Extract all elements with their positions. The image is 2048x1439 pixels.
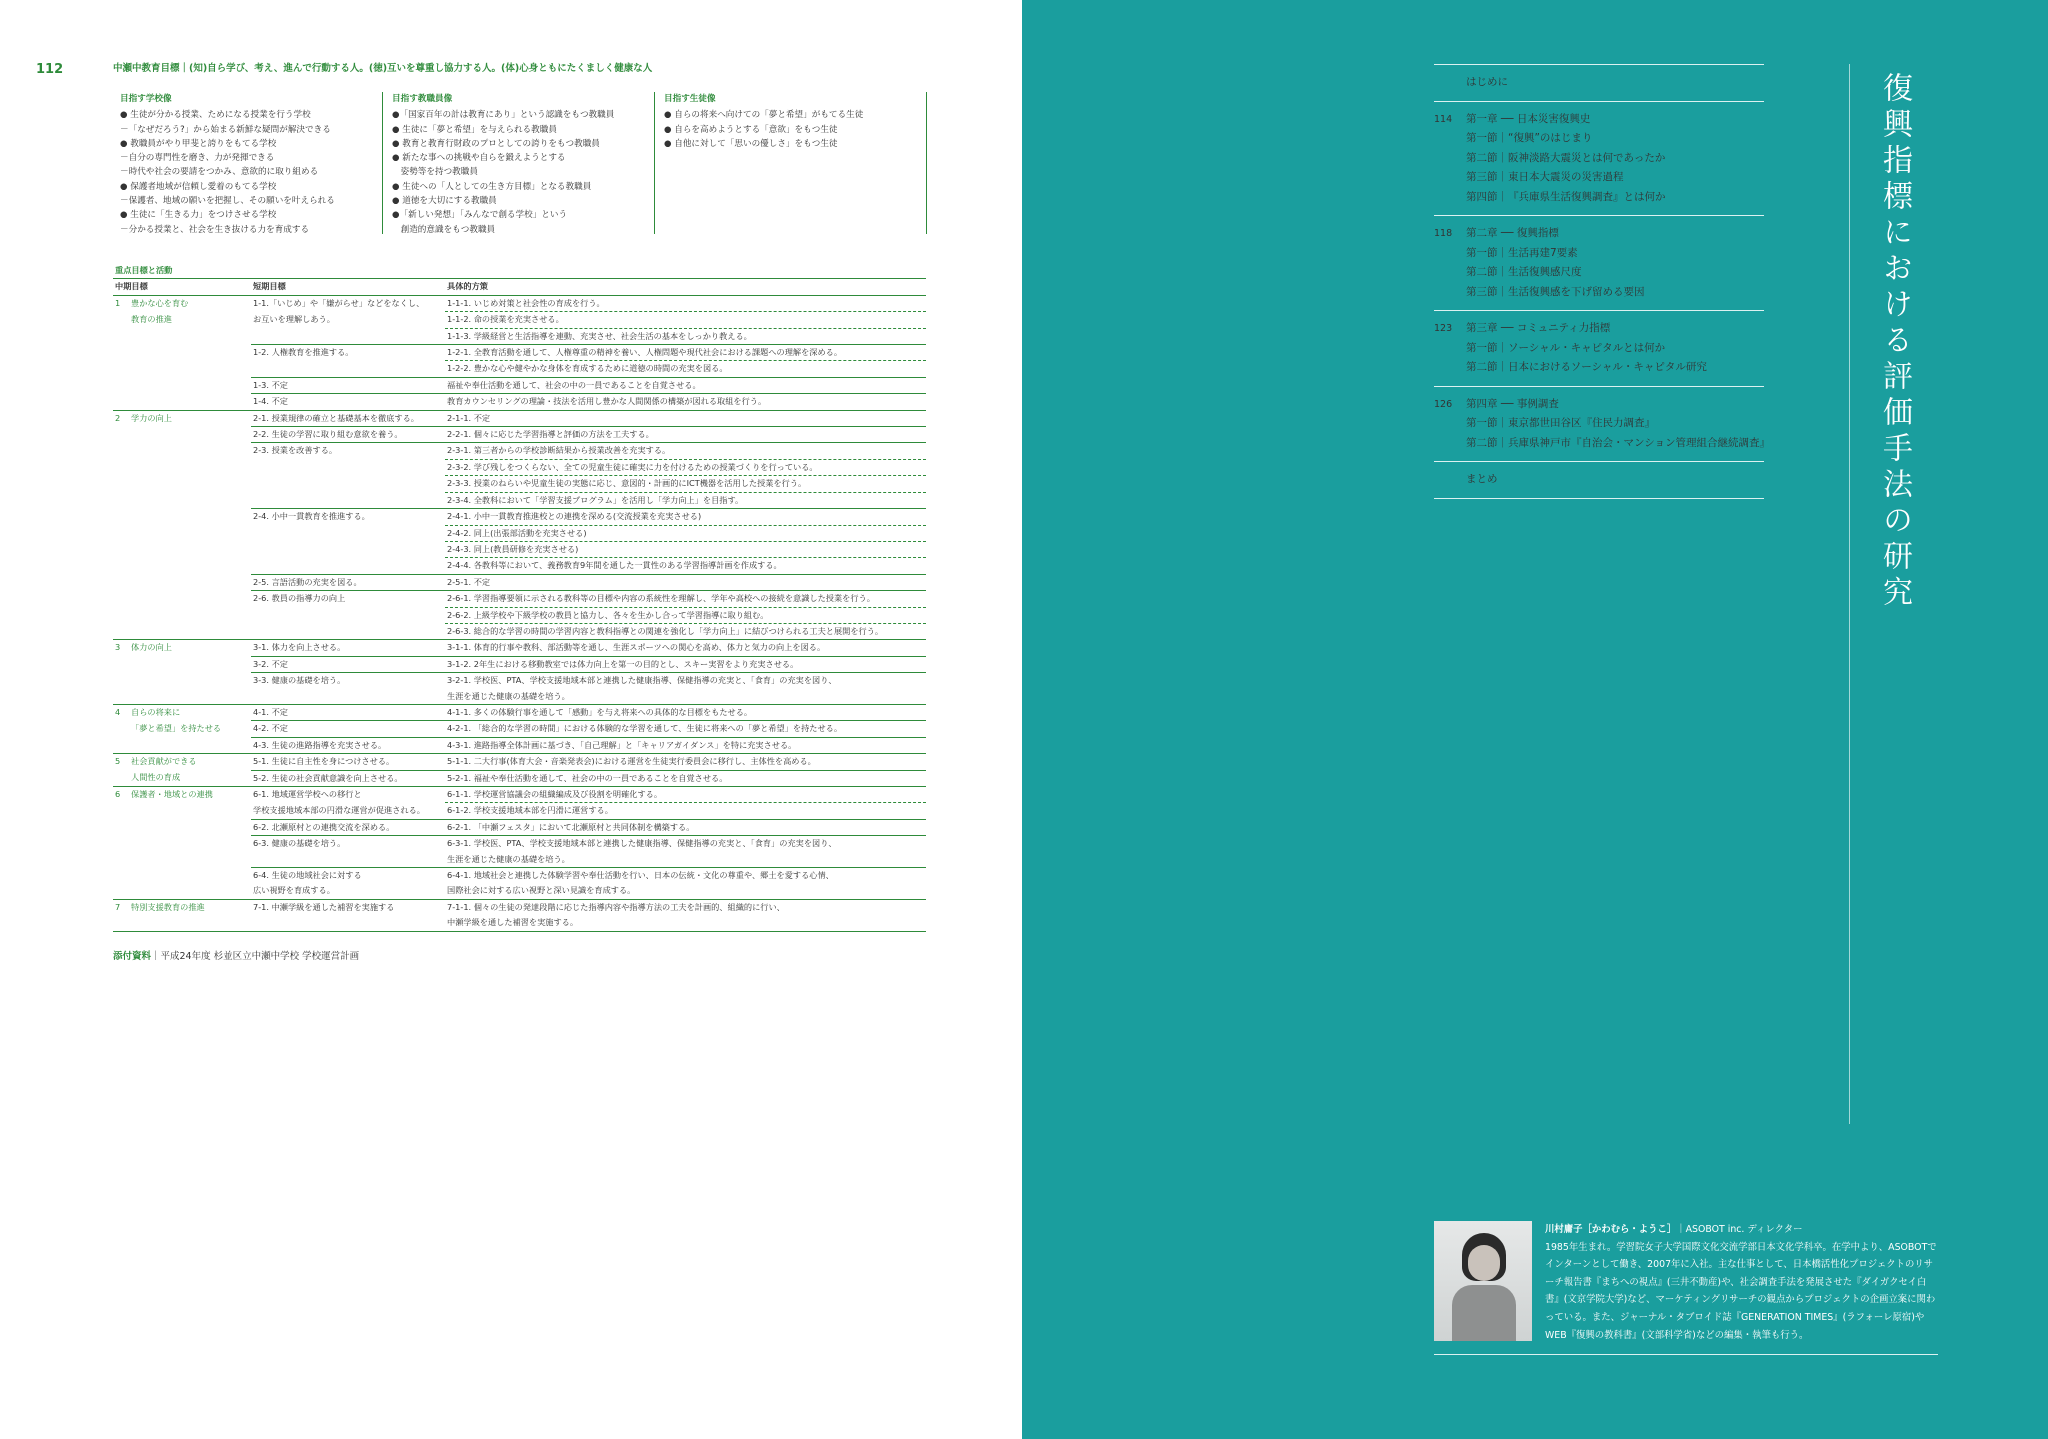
mid-term-goal: 学力の向上 (129, 410, 251, 426)
mid-term-goal (129, 377, 251, 393)
table-row (113, 591, 926, 607)
toc-entry-label: 第二節｜兵庫県神戸市『自治会・マンション管理組合継続調査』 (1466, 436, 1771, 449)
goal-line: ● 生徒に「夢と希望」を与えられる教職員 (392, 124, 557, 135)
short-term-goal: 7-1. 中瀬学級を通した補習を実施する (251, 899, 445, 915)
toc-group (1434, 461, 1764, 498)
table-row (113, 883, 926, 899)
table-row (113, 328, 926, 344)
measure: 2-3-4. 全教科において「学習支援プログラム」を活用し「学力向上」を目指す。 (445, 492, 926, 508)
short-term-goal (251, 607, 445, 623)
toc-entry-label: 第二節｜生活復興感尺度 (1466, 266, 1582, 278)
measure: 2-3-2. 学び残しをつくらない、全ての児童生徒に確実に力を付けるための授業づくりを行っている。 (445, 459, 926, 475)
measure: 2-4-3. 同上(教員研修を充実させる) (445, 541, 926, 557)
goal-line: ● 生徒が分かる授業、ためになる授業を行う学校 (120, 110, 311, 121)
row-number (113, 492, 129, 508)
bio-divider (1434, 1354, 1938, 1355)
measure: 1-1-1. いじめ対策と社会性の育成を行う。 (445, 295, 926, 311)
table-row (113, 574, 926, 590)
row-number (113, 836, 129, 852)
goal-line: ● 新たな事への挑戦や自らを鍛えようとする (392, 153, 566, 164)
row-number (113, 915, 129, 931)
short-term-goal (251, 558, 445, 574)
short-term-goal: 5-2. 生徒の社会貢献意識を向上させる。 (251, 770, 445, 786)
short-term-goal: 4-3. 生徒の進路指導を充実させる。 (251, 737, 445, 753)
table-row (113, 443, 926, 459)
row-number (113, 803, 129, 819)
mid-term-goal: 社会貢献ができる (129, 754, 251, 770)
measure: 6-1-2. 学校支援地域本部を円滑に運営する。 (445, 803, 926, 819)
row-number (113, 574, 129, 590)
goal-line: －「なぜだろう?」から始まる新鮮な疑問が解決できる (120, 124, 331, 135)
measure: 4-2-1. 「総合的な学習の時間」における体験的な学習を通して、生徒に将来への「夢と希望」を持たせる。 (445, 721, 926, 737)
short-term-goal: 3-2. 不定 (251, 656, 445, 672)
short-term-goal: 1-1.「いじめ」や「嫌がらせ」などをなくし、 (251, 295, 445, 311)
row-number (113, 443, 129, 459)
toc-group (1434, 101, 1764, 216)
goal-column-title: 目指す教職員像 (392, 94, 453, 104)
short-term-goal (251, 689, 445, 705)
mid-term-goal: 保護者・地域との連携 (129, 787, 251, 803)
toc-entry[interactable] (1434, 414, 1764, 434)
measure: 6-3-1. 学校医、PTA、学校支援地域本部と連携した健康指導、保健指導の充実と、「食育」の充実を図り、 (445, 836, 926, 852)
author-role: ｜ASOBOT inc. ディレクター (1676, 1224, 1803, 1235)
short-term-goal: 6-3. 健康の基礎を培う。 (251, 836, 445, 852)
row-number: 4 (113, 704, 129, 720)
attachment-tag: 添付資料 (113, 951, 152, 962)
goal-line: －分かる授業と、社会を生き抜ける力を育成する (120, 224, 310, 234)
goal-line: ● 保護者地域が信頼し愛着のもてる学校 (120, 181, 277, 192)
table-row (113, 525, 926, 541)
row-number (113, 427, 129, 443)
goal-line: ● 生徒に「生きる力」をつけさせる学校 (120, 210, 277, 221)
goal-line: ● 生徒への「人としての生き方目標」となる教職員 (392, 181, 592, 192)
table-row (113, 640, 926, 656)
mid-term-goal (129, 558, 251, 574)
row-number: 2 (113, 410, 129, 426)
table-row (113, 607, 926, 623)
short-term-goal (251, 361, 445, 377)
mid-term-goal (129, 541, 251, 557)
table-row (113, 819, 926, 835)
measure: 3-1-1. 体育的行事や教科、部活動等を通し、生涯スポーツへの関心を高め、体力と気力の向上を図る。 (445, 640, 926, 656)
table-row (113, 558, 926, 574)
row-number (113, 770, 129, 786)
short-term-goal: 2-6. 教員の指導力の向上 (251, 591, 445, 607)
short-term-goal: 5-1. 生徒に自主性を身につけさせる。 (251, 754, 445, 770)
header-mid-term: 中期目標 (113, 279, 251, 295)
measure: 教育カウンセリングの理論・技法を活用し豊かな人間関係の構築が図れる取組を行う。 (445, 394, 926, 410)
table-row (113, 377, 926, 393)
toc-entry[interactable] (1434, 263, 1764, 283)
table-row (113, 787, 926, 803)
table-row (113, 295, 926, 311)
short-term-goal: 広い視野を育成する。 (253, 885, 335, 896)
toc-entry-label: 第一節｜ソーシャル・キャピタルとは何か (1466, 341, 1666, 354)
toc-entry[interactable] (1434, 129, 1764, 149)
author-bio-text: 1985年生まれ。学習院女子大学国際文化交流学部日本文化学科卒。在学中より、ASOBOTでインターンとして働き、2007年に入社。主な仕事として、日本橋活性化プロジェクトのリサーチ報告書『まちへの視点』(三井不動産)や、社会調査手法を発展させた『ダイガクセイ白書』(文京学院大学)など、マーケティングリサーチの観点からプロジェクトの企画立案に関わっている。また、ジャーナル・タブロイド誌『GENERATION TIMES』(ラフォーレ原宿)やWEB『復興の教科書』(文部科学省)などの編集・執筆も行う。 (1545, 1241, 1937, 1341)
measure: 国際社会に対する広い視野と深い見識を育成する。 (447, 885, 636, 896)
goal-line: －自分の専門性を磨き、力が発揮できる (120, 153, 275, 164)
toc-entry[interactable] (1434, 434, 1771, 454)
measure: 4-1-1. 多くの体験行事を通して「感動」を与え将来への具体的な目標をもたせる。 (445, 704, 926, 720)
goal-column-title: 目指す生徒像 (664, 94, 716, 104)
toc-entry-label: 第四節｜『兵庫県生活復興調査』とは何か (1466, 190, 1666, 203)
toc-entry[interactable] (1434, 395, 1764, 415)
mid-term-goal: 教育の推進 (131, 313, 172, 324)
measure: 生涯を通じた健康の基礎を培う。 (447, 853, 570, 864)
short-term-goal: 4-1. 不定 (251, 704, 445, 720)
row-number (113, 721, 129, 737)
short-term-goal: 1-2. 人権教育を推進する。 (251, 345, 445, 361)
goal-column-school (120, 92, 383, 234)
row-number (113, 558, 129, 574)
table-row (113, 459, 926, 475)
short-term-goal: 2-1. 授業規律の確立と基礎基本を徹底する。 (251, 410, 445, 426)
mid-term-goal: 自らの将来に (129, 704, 251, 720)
table-row (113, 541, 926, 557)
measure: 3-2-1. 学校医、PTA、学校支援地域本部と連携した健康指導、保健指導の充実と、「食育」の充実を図り、 (445, 673, 926, 689)
table-row (113, 427, 926, 443)
short-term-goal: お互いを理解しあう。 (253, 313, 335, 324)
row-number (113, 525, 129, 541)
goal-line: ●「新しい発想」「みんなで創る学校」という (392, 210, 568, 221)
short-term-goal: 学校支援地域本部の円滑な運営が促進される。 (253, 804, 425, 815)
row-number: 6 (113, 787, 129, 803)
table-row (113, 737, 926, 753)
measure: 2-1-1. 不定 (445, 410, 926, 426)
mid-term-goal (129, 656, 251, 672)
row-number (113, 509, 129, 525)
table-row (113, 754, 926, 770)
table-row (113, 509, 926, 525)
goal-line: 創造的意識をもつ教職員 (392, 224, 496, 234)
table-row (113, 770, 926, 786)
toc-bottom-rule (1434, 498, 1764, 499)
goal-line: ● 教育と教育行財政のプロとしての誇りをもつ教職員 (392, 138, 600, 149)
toc-entry[interactable] (1434, 283, 1764, 303)
page-number: 112 (36, 62, 64, 77)
header-short-term: 短期目標 (251, 279, 445, 295)
mid-term-goal: 豊かな心を育む (129, 295, 251, 311)
row-number (113, 312, 129, 328)
toc-entry[interactable] (1434, 149, 1764, 169)
mid-term-goal (129, 883, 251, 899)
mid-term-goal (129, 689, 251, 705)
row-number (113, 737, 129, 753)
mid-term-goal (129, 492, 251, 508)
short-term-goal (251, 476, 445, 492)
row-number (113, 345, 129, 361)
education-goal-heading: 中瀬中教育目標｜(知)自ら学び、考え、進んで行動する人。(徳)互いを尊重し協力する人。(体)心身ともにたくましく健康な人 (113, 63, 653, 74)
plan-table (113, 263, 926, 932)
table-row (113, 410, 926, 426)
row-number (113, 656, 129, 672)
table-row (113, 868, 926, 884)
goal-line: 姿勢等を持つ教職員 (392, 167, 478, 178)
measure: 4-3-1. 進路指導全体計画に基づき、「自己理解」と「キャリアガイダンス」を特に充実させる。 (445, 737, 926, 753)
row-number: 1 (113, 295, 129, 311)
mid-term-goal (129, 803, 251, 819)
mid-term-goal (129, 737, 251, 753)
measure: 中瀬学級を通した補習を実施する。 (445, 915, 926, 931)
toc-entry[interactable] (1434, 110, 1764, 130)
mid-term-goal (129, 361, 251, 377)
toc-entry[interactable] (1434, 224, 1764, 244)
short-term-goal (251, 328, 445, 344)
measure: 5-2-1. 福祉や奉仕活動を通して、社会の中の一員であることを自覚させる。 (445, 770, 926, 786)
row-number (113, 541, 129, 557)
short-term-goal: 1-3. 不定 (251, 377, 445, 393)
toc-page-number: 123 (1434, 323, 1453, 334)
toc-entry[interactable] (1434, 244, 1764, 264)
toc-page-number: 118 (1434, 228, 1453, 239)
toc-group (1434, 310, 1764, 386)
row-number (113, 883, 129, 899)
row-number (113, 689, 129, 705)
short-term-goal: 6-1. 地域運営学校への移行と (251, 787, 445, 803)
toc-entry[interactable] (1434, 358, 1764, 378)
mid-term-goal (129, 673, 251, 689)
short-term-goal: 2-2. 生徒の学習に取り組む意欲を養う。 (251, 427, 445, 443)
table-row (113, 689, 926, 705)
mid-term-goal (129, 427, 251, 443)
toc-entry-label: 第二節｜日本におけるソーシャル・キャピタル研究 (1466, 361, 1707, 373)
toc-page-number: 126 (1434, 398, 1453, 410)
row-number (113, 868, 129, 884)
mid-term-goal (129, 915, 251, 931)
table-row (113, 361, 926, 377)
mid-term-goal (129, 525, 251, 541)
measure: 6-1-1. 学校運営協議会の組織編成及び役割を明確化する。 (445, 787, 926, 803)
table-row (113, 673, 926, 689)
goal-column-title: 目指す学校像 (120, 94, 172, 104)
measure: 6-4-1. 地域社会と連携した体験学習や奉仕活動を行い、日本の伝統・文化の尊重や、郷土を愛する心情、 (445, 868, 926, 884)
row-number (113, 673, 129, 689)
short-term-goal: 2-3. 授業を改善する。 (251, 443, 445, 459)
row-number: 3 (113, 640, 129, 656)
measure: 2-3-3. 授業のねらいや児童生徒の実態に応じ、意図的・計画的にICT機器を活用した授業を行う。 (445, 476, 926, 492)
measure: 2-3-1. 第三者からの学校診断結果から授業改善を充実する。 (445, 443, 926, 459)
author-name: 川村庸子［かわむら・ようこ］ (1545, 1224, 1677, 1235)
mid-term-goal (129, 476, 251, 492)
short-term-goal: 3-1. 体力を向上させる。 (251, 640, 445, 656)
short-term-goal (251, 915, 445, 931)
goal-line: ● 自らの将来へ向けての「夢と希望」がもてる生徒 (664, 110, 864, 121)
mid-term-goal (129, 623, 251, 639)
short-term-goal (251, 541, 445, 557)
toc-entry-label: 第二節｜阪神淡路大震災とは何であったか (1466, 151, 1666, 164)
goal-column-students (664, 92, 927, 234)
toc-entry[interactable] (1434, 73, 1764, 93)
measure: 3-1-2. 2年生における移動教室では体力向上を第一の目的とし、スキー実習をより充実させる。 (445, 656, 926, 672)
mid-term-goal (129, 394, 251, 410)
attachment-text: ｜平成24年度 杉並区立中瀬中学校 学校運営計画 (151, 951, 360, 962)
row-number (113, 476, 129, 492)
toc-entry-label: 第三節｜東日本大震災の災害過程 (1466, 171, 1624, 183)
short-term-goal: 6-4. 生徒の地域社会に対する (251, 868, 445, 884)
goal-line: ● 自他に対して「思いの優しさ」をもつ生徒 (664, 138, 838, 149)
toc-group (1434, 64, 1764, 101)
measure: 1-2-2. 豊かな心や健やかな身体を育成するために道徳の時間の充実を図る。 (445, 361, 926, 377)
mid-term-goal: 体力の向上 (129, 640, 251, 656)
goal-line: ●「国家百年の計は教育にあり」という認識をもつ教職員 (392, 110, 615, 121)
row-number (113, 377, 129, 393)
author-photo (1434, 1221, 1532, 1341)
measure: 2-2-1. 個々に応じた学習指導と評価の方法を工夫する。 (445, 427, 926, 443)
toc-entry-label: 第三節｜生活復興感を下げ留める要因 (1466, 285, 1645, 298)
row-number (113, 591, 129, 607)
mid-term-goal: 特別支援教育の推進 (129, 899, 251, 915)
toc-entry-label: 第一節｜“復興”のはじまり (1466, 132, 1593, 144)
mid-term-goal: 人間性の育成 (131, 772, 181, 783)
measure: 2-6-2. 上級学校や下級学校の教員と協力し、各々を生かし合って学習指導に取り組む。 (445, 607, 926, 623)
measure: 生涯を通じた健康の基礎を培う。 (447, 690, 570, 701)
mid-term-goal: 「夢と希望」を持たせる (131, 722, 222, 733)
short-term-goal: 4-2. 不定 (251, 721, 445, 737)
mid-term-goal (129, 345, 251, 361)
short-term-goal (251, 623, 445, 639)
toc-entry-label: 第二章 ── 復興指標 (1466, 227, 1559, 239)
short-term-goal: 6-2. 北瀬原村との連携交流を深める。 (251, 819, 445, 835)
measure: 7-1-1. 個々の生徒の発達段階に応じた指導内容や指導方法の工夫を計画的、組織的に行い、 (445, 899, 926, 915)
row-number (113, 459, 129, 475)
table-row (113, 656, 926, 672)
short-term-goal (251, 525, 445, 541)
table-row (113, 623, 926, 639)
table-row (113, 476, 926, 492)
mid-term-goal (129, 836, 251, 852)
toc-entry-label: 第三章 ── コミュニティ力指標 (1466, 322, 1611, 334)
measure: 2-5-1. 不定 (445, 574, 926, 590)
toc-entry[interactable] (1434, 188, 1764, 208)
short-term-goal: 3-3. 健康の基礎を培う。 (251, 673, 445, 689)
toc-entry[interactable] (1434, 470, 1764, 490)
goal-line: ● 教職員がやり甲斐と誇りをもてる学校 (120, 138, 277, 149)
mid-term-goal (129, 819, 251, 835)
table-row (113, 852, 926, 868)
row-number: 5 (113, 754, 129, 770)
table-row (113, 345, 926, 361)
row-number (113, 394, 129, 410)
vertical-divider (1849, 64, 1850, 1124)
toc-group (1434, 386, 1771, 462)
measure: 2-4-4. 各教科等において、義務教育9年間を通した一貫性のある学習指導計画を作成する。 (445, 558, 926, 574)
row-number (113, 607, 129, 623)
header-measures: 具体的方策 (445, 279, 926, 295)
mid-term-goal (129, 328, 251, 344)
goal-line: －時代や社会の要請をつかみ、意欲的に取り組める (120, 167, 319, 178)
measure: 1-2-1. 全教育活動を通して、人権尊重の精神を養い、人権問題や現代社会における課題への理解を深める。 (445, 345, 926, 361)
mid-term-goal (129, 607, 251, 623)
vertical-title: 復興指標における評価手法の研究 (1877, 72, 1912, 612)
mid-term-goal (129, 509, 251, 525)
goal-line: －保護者、地域の願いを把握し、その願いを叶えられる (120, 196, 335, 207)
measure: 2-6-1. 学習指導要領に示される教科等の目標や内容の系統性を理解し、学年や高校への接続を意識した授業を行う。 (445, 591, 926, 607)
measure: 6-2-1. 「中瀬フェスタ」において北瀬原村と共同体制を構築する。 (445, 819, 926, 835)
table-of-contents (1434, 64, 1771, 499)
toc-entry-label: はじめに (1466, 76, 1508, 88)
table-row (113, 312, 926, 328)
toc-entry-label: 第一節｜東京都世田谷区『住民力調査』 (1466, 417, 1655, 429)
table-row (113, 899, 926, 915)
measure: 1-1-3. 学級経営と生活指導を連動、充実させ、社会生活の基本をしっかり教える。 (445, 328, 926, 344)
mid-term-goal (129, 443, 251, 459)
row-number (113, 328, 129, 344)
table-row (113, 492, 926, 508)
measure: 5-1-1. 二大行事(体育大会・音楽発表会)における運営を生徒実行委員会に移行し、主体性を高める。 (445, 754, 926, 770)
short-term-goal: 2-5. 言語活動の充実を図る。 (251, 574, 445, 590)
measure: 2-4-2. 同上(出張部活動を充実させる) (445, 525, 926, 541)
row-number (113, 623, 129, 639)
goal-line: ● 道徳を大切にする教職員 (392, 196, 497, 207)
table-row (113, 721, 926, 737)
table-row (113, 704, 926, 720)
left-page (0, 0, 1022, 1439)
row-number (113, 361, 129, 377)
section-title: 重点目標と活動 (113, 263, 926, 279)
mid-term-goal (129, 868, 251, 884)
toc-entry-label: 第一節｜生活再建7要素 (1466, 246, 1578, 259)
short-term-goal (251, 852, 445, 868)
toc-entry-label: 第一章 ── 日本災害復興史 (1466, 112, 1591, 125)
table-row (113, 394, 926, 410)
table-row (113, 915, 926, 931)
measure: 福祉や奉仕活動を通して、社会の中の一員であることを自覚させる。 (445, 377, 926, 393)
row-number (113, 819, 129, 835)
row-number: 7 (113, 899, 129, 915)
short-term-goal (251, 459, 445, 475)
short-term-goal: 2-4. 小中一貫教育を推進する。 (251, 509, 445, 525)
mid-term-goal (129, 459, 251, 475)
measure: 2-6-3. 総合的な学習の時間の学習内容と教科指導との関連を強化し「学力向上」に結びつけられる工夫と展開を行う。 (445, 623, 926, 639)
measure: 1-1-2. 命の授業を充実させる。 (445, 312, 926, 328)
mid-term-goal (129, 574, 251, 590)
toc-page-number: 114 (1434, 113, 1453, 125)
measure: 2-4-1. 小中一貫教育推進校との連携を深める(交流授業を充実させる) (445, 509, 926, 525)
row-number (113, 852, 129, 868)
toc-entry-label: 第四章 ── 事例調査 (1466, 397, 1559, 410)
goal-column-staff (392, 92, 655, 234)
toc-entry[interactable] (1434, 319, 1764, 339)
table-row (113, 836, 926, 852)
short-term-goal (251, 492, 445, 508)
toc-entry[interactable] (1434, 168, 1764, 188)
toc-group (1434, 215, 1764, 310)
table-row (113, 803, 926, 819)
short-term-goal: 1-4. 不定 (251, 394, 445, 410)
toc-entry[interactable] (1434, 339, 1764, 359)
author-bio (1545, 1221, 1938, 1344)
goal-line: ● 自らを高めようとする「意欲」をもつ生徒 (664, 124, 838, 135)
mid-term-goal (129, 591, 251, 607)
mid-term-goal (129, 852, 251, 868)
toc-entry-label: まとめ (1466, 473, 1498, 485)
attachment-caption (113, 948, 359, 962)
